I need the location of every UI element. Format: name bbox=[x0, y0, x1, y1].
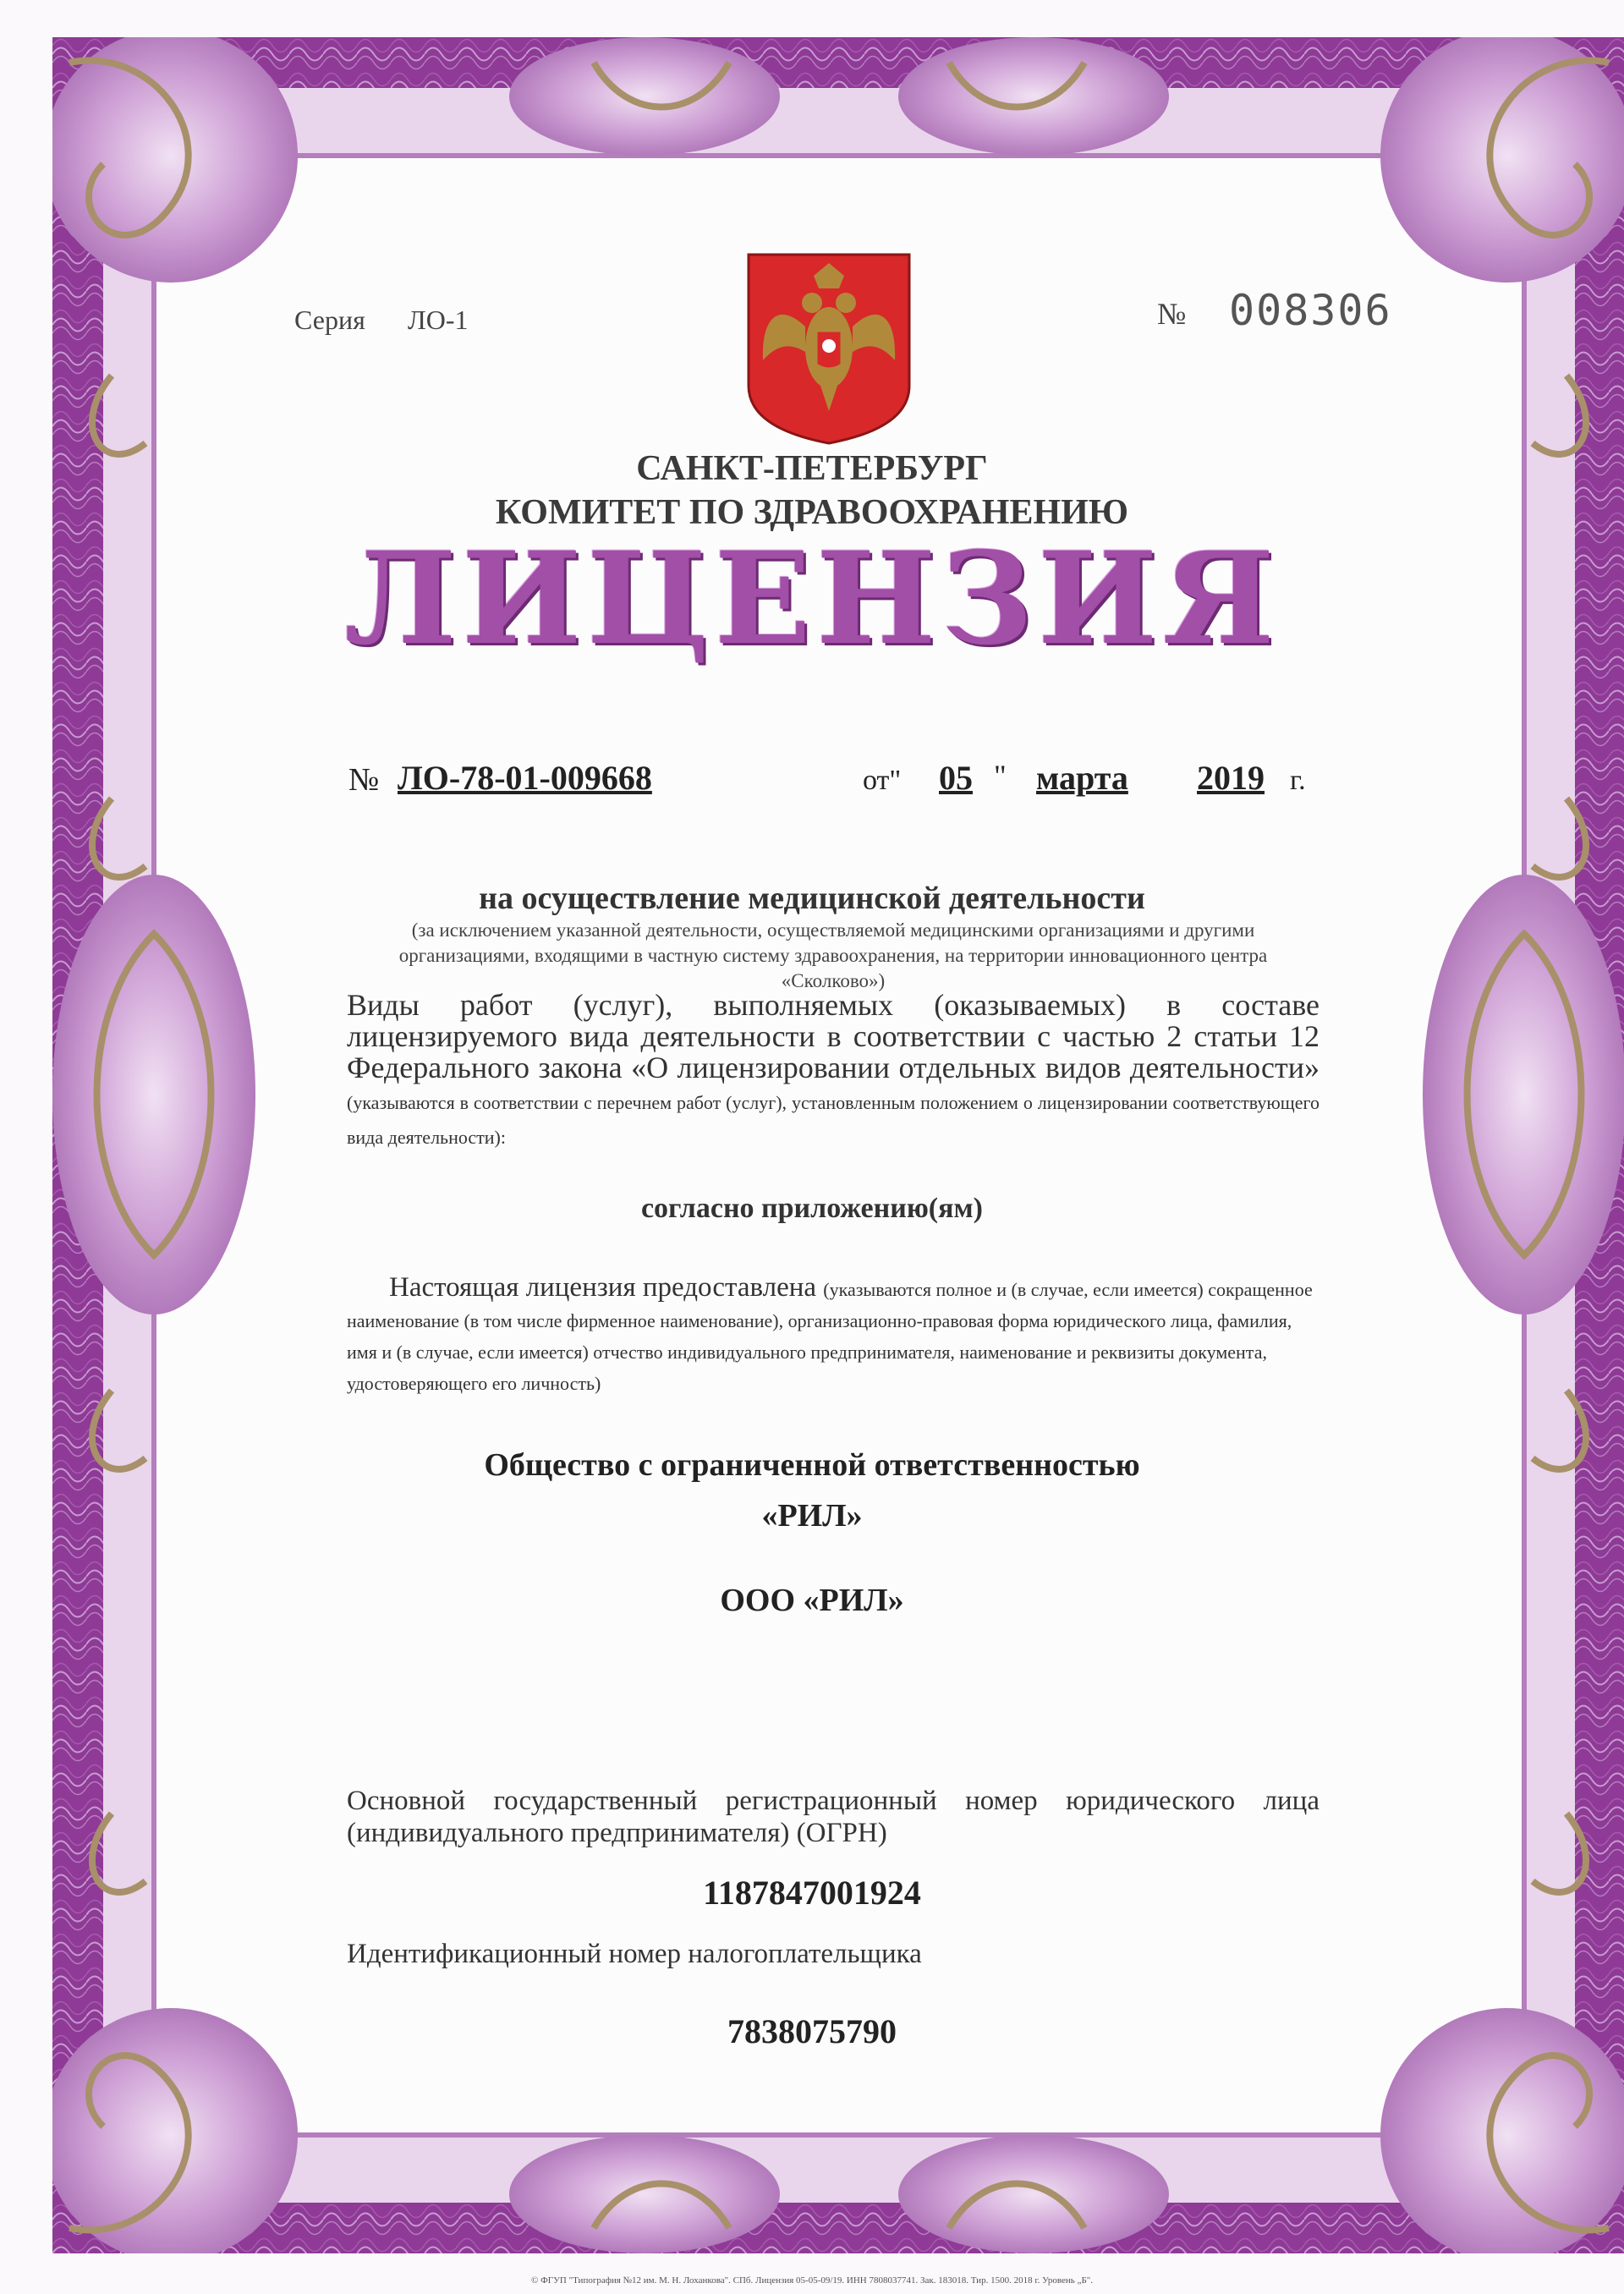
granted-main: Настоящая лицензия предоставлена bbox=[389, 1272, 817, 1303]
activity-title: на осуществление медицинской деятельности bbox=[479, 881, 1145, 916]
date-year-suffix: г. bbox=[1290, 765, 1306, 796]
ogrn-label: Основной государственный регистрационный номер юридического лица (индивидуального предпринимателя) (ОГРН) bbox=[347, 1786, 1320, 1848]
inn-label: Идентификационный номер налогоплательщика bbox=[347, 1939, 922, 1969]
organization-full-name-line2: «РИЛ» bbox=[761, 1498, 863, 1534]
works-note: (указываются в соответствии с перечнем работ (услуг), установленным положением о лицензировании соответствующего вида деятельности): bbox=[347, 1092, 1320, 1148]
blank-number-value: 008306 bbox=[1229, 286, 1392, 335]
works-main: Виды работ (услуг), выполняемых (оказываемых) в составе лицензируемого вида деятельности в соответствии с частью 2 статьи 12 Федерального закона «О лицензировании отдельных видов деятельности» bbox=[347, 988, 1320, 1084]
works-text bbox=[347, 990, 1320, 1153]
authority-city: САНКТ-ПЕТЕРБУРГ bbox=[636, 449, 988, 488]
series-value: ЛО-1 bbox=[408, 305, 469, 335]
date-month: марта bbox=[1036, 759, 1128, 797]
date-year: 2019 bbox=[1197, 759, 1265, 797]
agreement-text: согласно приложению(ям) bbox=[640, 1193, 984, 1224]
date-quote-close: " bbox=[994, 759, 1007, 793]
ogrn-value: 1187847001924 bbox=[703, 1874, 921, 1912]
license-number-sign: № bbox=[348, 762, 380, 798]
date-day: 05 bbox=[939, 759, 973, 797]
license-number: ЛО-78-01-009668 bbox=[398, 759, 652, 797]
coat-of-arms-emblem bbox=[744, 250, 914, 447]
inn-value: 7838075790 bbox=[727, 2012, 897, 2050]
document-title: ЛИЦЕНЗИЯ bbox=[344, 524, 1280, 673]
activity-note: (за исключением указанной деятельности, осуществляемой медицинскими организациями и другими организациями, входящими в частную систему здравоохранения, на территории инновационного центра «Сколково») bbox=[398, 919, 1268, 991]
granted-text bbox=[347, 1273, 1320, 1398]
series-label: Серия bbox=[294, 305, 365, 335]
granted-note: (указываются полное и (в случае, если имеется) сокращенное наименование (в том числе фирменное наименование), организационно-правовая форма юридического лица, фамилия, имя и (в случае, если имеется) отчество индивидуального предпринимателя, наименование и реквизиты документа, удостоверяющего его личность) bbox=[347, 1279, 1313, 1394]
printer-footer: © ФГУП "Типография №12 им. М. Н. Лоханкова". СПб. Лицензия 05-05-09/19. ИНН 7808037741. Зак. 183018. Тир. 1500. 2018 г. Уровень „Б". bbox=[530, 2275, 1094, 2286]
organization-short-name: ООО «РИЛ» bbox=[720, 1583, 904, 1618]
blank-number-label: № bbox=[1157, 297, 1187, 331]
authority-committee: КОМИТЕТ ПО ЗДРАВООХРАНЕНИЮ bbox=[495, 493, 1129, 532]
organization-full-name-line1: Общество с ограниченной ответственностью bbox=[484, 1447, 1140, 1483]
date-from-label: от" bbox=[863, 765, 902, 796]
